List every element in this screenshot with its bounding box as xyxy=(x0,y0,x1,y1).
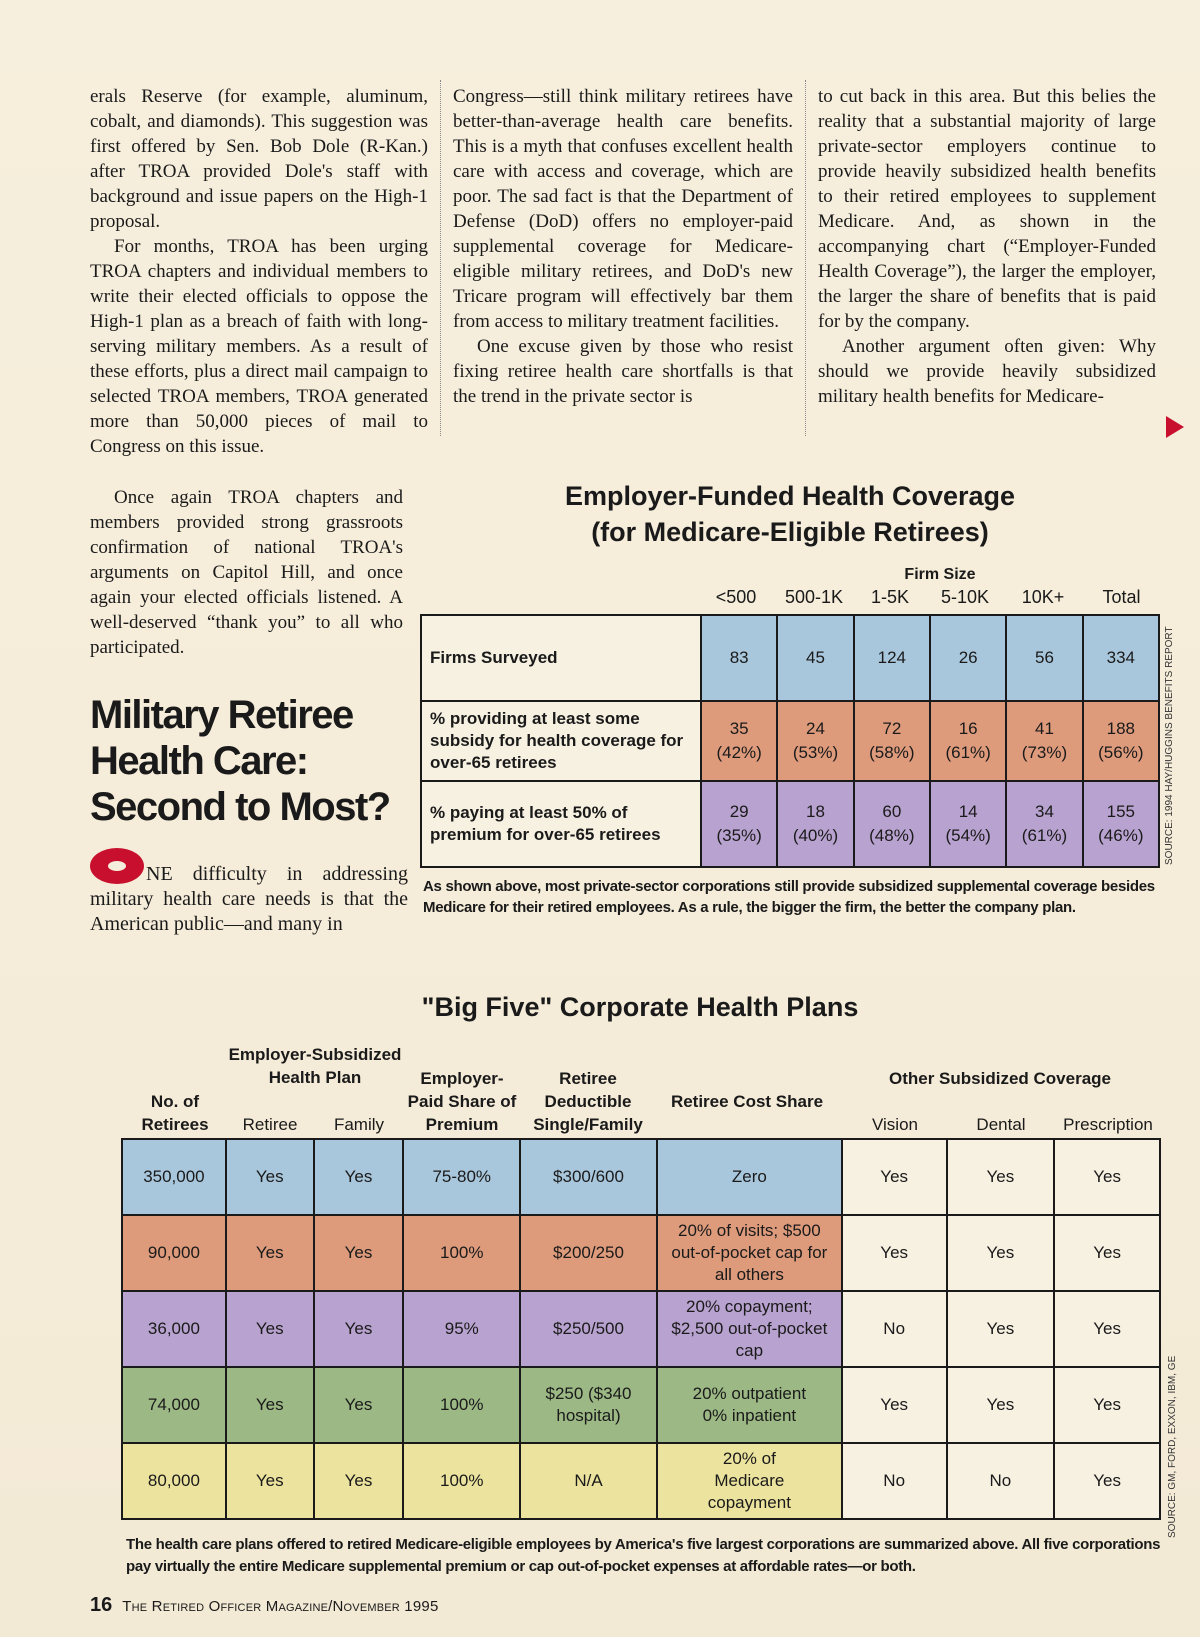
paragraph: erals Reserve (for example, aluminum, cobalt, and diamonds). This suggestion was first offered by Sen. Bob Dole (R-Kan.) after TROA provided Dole's staff with background and issue papers on the High-1 proposal. xyxy=(90,86,428,232)
table-cell: Yes xyxy=(1054,1443,1160,1519)
header-text: Employer-Subsidized Health Plan xyxy=(228,1045,402,1087)
paragraph: Another argument often given: Why should we provide heavily subsidized military health benefits for Medicare- xyxy=(818,336,1156,407)
chart1-title-line: (for Medicare-Eligible Retirees) xyxy=(591,517,989,547)
cell-percent: (58%) xyxy=(869,743,915,762)
header-text: No. of Retirees xyxy=(141,1092,209,1134)
article-column-1-lower xyxy=(90,485,403,660)
column-subheader-prescription: Prescription xyxy=(1063,1115,1153,1134)
table-cell: 100% xyxy=(403,1215,520,1291)
table-row xyxy=(122,1291,1160,1367)
table-cell xyxy=(701,781,777,867)
cell-value: 72 xyxy=(882,719,902,738)
table-cell: Yes xyxy=(314,1367,404,1443)
article-column-1 xyxy=(90,84,428,459)
chart2-caption: The health care plans offered to retired Medicare-eligible employees by America's five largest corporations are summarized above. All five corporations pay virtually the entire Medicare supplemental premium or cap out-of-pocket expenses at affordable rates—or both. xyxy=(126,1536,1161,1575)
table-row xyxy=(122,1139,1160,1215)
chart1-group-header: Firm Size xyxy=(904,566,976,583)
row-label: Firms Surveyed xyxy=(421,615,701,701)
table-cell: Yes xyxy=(1054,1139,1160,1215)
table-cell: Yes xyxy=(1054,1367,1160,1443)
chart1-column-header: 10K+ xyxy=(1021,587,1065,607)
table-cell: 350,000 xyxy=(122,1139,226,1215)
table-cell xyxy=(854,701,930,781)
chart1-table xyxy=(420,614,1160,868)
table-row xyxy=(122,1367,1160,1443)
column-header-cost-share xyxy=(662,1090,832,1113)
table-cell: 20% copayment; $2,500 out-of-pocket cap xyxy=(657,1291,842,1367)
table-row xyxy=(122,1443,1160,1519)
table-cell: 90,000 xyxy=(122,1215,226,1291)
article-column-2 xyxy=(453,84,793,409)
table-cell: 100% xyxy=(403,1443,520,1519)
cell-value: 18 xyxy=(806,802,825,821)
continue-arrow-icon xyxy=(1166,416,1184,438)
cell-value: 35 xyxy=(729,719,749,738)
row-label: % providing at least some subsidy for health coverage for over-65 retirees xyxy=(421,701,701,781)
table-cell: N/A xyxy=(520,1443,657,1519)
column-subheader-vision: Vision xyxy=(872,1115,918,1134)
cell-value: 29 xyxy=(729,802,749,821)
table-cell: No xyxy=(842,1443,947,1519)
table-cell: Yes xyxy=(314,1443,404,1519)
chart1-column-header: Total xyxy=(1102,587,1141,607)
chart1-column-header: <500 xyxy=(715,587,757,607)
chart1-column-header: 5-10K xyxy=(940,587,990,607)
cell-percent: (61%) xyxy=(1021,826,1068,845)
table-cell: 80,000 xyxy=(122,1443,226,1519)
magazine-name: The Retired Officer Magazine/November 1995 xyxy=(122,1598,439,1615)
table-row xyxy=(421,701,1159,781)
column-divider xyxy=(440,80,441,436)
row-label: % paying at least 50% of premium for over-65 retirees xyxy=(421,781,701,867)
cell-value: 56 xyxy=(1035,648,1054,667)
cell-value: 24 xyxy=(806,719,825,738)
table-cell: $200/250 xyxy=(520,1215,657,1291)
table-cell: Yes xyxy=(947,1291,1055,1367)
chart1-title-line: Employer-Funded Health Coverage xyxy=(564,481,1016,511)
table-cell xyxy=(1006,701,1082,781)
table-cell xyxy=(1006,615,1082,701)
page-number: 16 xyxy=(90,1594,113,1616)
page-footer xyxy=(90,1594,438,1617)
cell-value: 16 xyxy=(958,719,978,738)
cell-percent: (54%) xyxy=(945,826,991,845)
cell-value: 14 xyxy=(958,802,978,821)
headline-line: Second to Most? xyxy=(90,785,390,829)
table-cell: 36,000 xyxy=(122,1291,226,1367)
cell-percent: (42%) xyxy=(716,743,762,762)
paragraph: For months, TROA has been urging TROA chapters and individual members to write their elected officials to oppose the High-1 plan as a breach of faith with long-serving military members. As a result of these efforts, plus a direct mail campaign to selected TROA members, TROA generated more than 50,000 pieces of mail to Congress on this issue. xyxy=(90,236,428,457)
table-cell xyxy=(930,781,1006,867)
table-cell: Yes xyxy=(1054,1215,1160,1291)
cell-value: 124 xyxy=(877,648,906,667)
paragraph: Congress—still think military retirees have better-than-average health care benefits. This is a myth that confuses excellent health care with access and coverage, which are poor. The sad fact is that the Department of Defense (DoD) offers no employer-paid supplemental coverage for Medicare-eligible military retirees, and DoD's new Tricare program will effectively bar them from access to military treatment facilities. xyxy=(453,86,793,332)
chart1-caption: As shown above, most private-sector corporations still provide subsidized supplemental coverage besides Medicare for their retired employees. As a rule, the bigger the firm, the better the company plan. xyxy=(423,878,1155,916)
table-cell: Yes xyxy=(226,1291,314,1367)
table-cell: Yes xyxy=(314,1215,404,1291)
cell-value: 155 xyxy=(1106,802,1135,821)
cell-value: 26 xyxy=(958,648,978,667)
cell-value: 83 xyxy=(729,648,749,667)
table-cell xyxy=(1006,781,1082,867)
table-cell xyxy=(930,701,1006,781)
headline-line: Health Care: xyxy=(90,739,308,783)
table-cell xyxy=(777,781,853,867)
column-header-retirees xyxy=(124,1090,226,1136)
header-text: Employer-Paid Share of Premium xyxy=(407,1069,517,1134)
chart2-source-credit xyxy=(1165,1355,1185,1538)
table-row xyxy=(421,615,1159,701)
table-cell: 75-80% xyxy=(403,1139,520,1215)
header-text: Retiree Cost Share xyxy=(670,1092,824,1111)
cell-value: 188 xyxy=(1106,719,1135,738)
chart1-title xyxy=(440,478,1140,550)
table-cell: Yes xyxy=(226,1215,314,1291)
table-cell: Yes xyxy=(226,1443,314,1519)
table-cell: Yes xyxy=(314,1139,404,1215)
source-text: SOURCE: GM, FORD, EXXON, IBM, GE xyxy=(1167,1355,1178,1538)
column-header-other-coverage xyxy=(880,1067,1120,1090)
table-cell: No xyxy=(842,1291,947,1367)
chart1-source-credit xyxy=(1148,626,1178,865)
table-cell xyxy=(930,615,1006,701)
cell-percent: (40%) xyxy=(792,826,839,845)
table-cell: 74,000 xyxy=(122,1367,226,1443)
column-subheader-family: Family xyxy=(333,1115,385,1134)
table-cell: 95% xyxy=(403,1291,520,1367)
cell-percent: (73%) xyxy=(1021,743,1068,762)
table-cell: 20% outpatient 0% inpatient xyxy=(657,1367,842,1443)
cell-percent: (46%) xyxy=(1098,826,1144,845)
intro-text: NE difficulty in addressing military health care needs is that the American public—and many in xyxy=(90,863,408,935)
table-cell: Yes xyxy=(947,1367,1055,1443)
cell-value: 34 xyxy=(1035,802,1054,821)
cell-percent: (61%) xyxy=(945,743,991,762)
chart2-table xyxy=(121,1138,1161,1520)
table-cell: Yes xyxy=(947,1215,1055,1291)
table-cell: Yes xyxy=(1054,1291,1160,1367)
table-cell xyxy=(701,701,777,781)
table-cell: $250 ($340 hospital) xyxy=(520,1367,657,1443)
chart1-column-header: 500-1K xyxy=(784,587,844,607)
paragraph: to cut back in this area. But this belies the reality that a substantial majority of large private-sector employers continue to provide heavily subsidized health benefits to their retired employees to supplement Medicare. And, as shown in the accompanying chart (“Employer-Funded Health Coverage”), the larger the employer, the larger the share of benefits that is paid for by the company. xyxy=(818,86,1156,332)
column-subheader-retiree: Retiree xyxy=(242,1115,298,1134)
cell-value: 60 xyxy=(882,802,902,821)
cell-percent: (48%) xyxy=(869,826,915,845)
table-cell xyxy=(777,615,853,701)
table-cell: Yes xyxy=(842,1215,947,1291)
table-cell: 20% of Medicare copayment xyxy=(657,1443,842,1519)
table-cell: $250/500 xyxy=(520,1291,657,1367)
table-cell: Yes xyxy=(842,1367,947,1443)
table-cell: Yes xyxy=(226,1139,314,1215)
source-text: SOURCE: 1994 HAY/HUGGINS BENEFITS REPORT xyxy=(1164,626,1175,865)
column-subheader-dental: Dental xyxy=(976,1115,1026,1134)
cell-value: 41 xyxy=(1035,719,1054,738)
chart2-title: "Big Five" Corporate Health Plans xyxy=(421,992,859,1022)
table-row xyxy=(421,781,1159,867)
table-cell: Yes xyxy=(314,1291,404,1367)
article-column-3 xyxy=(818,84,1156,409)
table-row xyxy=(122,1215,1160,1291)
column-divider xyxy=(805,80,806,436)
table-cell: Yes xyxy=(842,1139,947,1215)
drop-cap-o-icon xyxy=(90,848,144,884)
table-cell xyxy=(854,781,930,867)
chart1-column-header: 1-5K xyxy=(870,587,910,607)
cell-value: 45 xyxy=(806,648,825,667)
paragraph: One excuse given by those who resist fixing retiree health care shortfalls is that the trend in the private sector is xyxy=(453,336,793,407)
cell-percent: (53%) xyxy=(792,743,839,762)
table-cell: 20% of visits; $500 out-of-pocket cap for all others xyxy=(657,1215,842,1291)
table-cell xyxy=(701,615,777,701)
cell-percent: (35%) xyxy=(716,826,762,845)
table-cell: Zero xyxy=(657,1139,842,1215)
cell-value: 334 xyxy=(1106,648,1135,667)
column-header-deductible xyxy=(520,1067,656,1136)
intro-paragraph xyxy=(90,848,408,937)
column-header-employer-subsidized xyxy=(226,1043,404,1089)
table-cell: Yes xyxy=(947,1139,1055,1215)
section-headline xyxy=(90,692,410,830)
table-cell xyxy=(777,701,853,781)
table-cell xyxy=(854,615,930,701)
table-cell: $300/600 xyxy=(520,1139,657,1215)
table-cell: 100% xyxy=(403,1367,520,1443)
table-cell: No xyxy=(947,1443,1055,1519)
cell-percent: (56%) xyxy=(1098,743,1144,762)
column-header-paid-share xyxy=(404,1067,520,1136)
paragraph: Once again TROA chapters and members provided strong grassroots confirmation of national TROA's arguments on Capitol Hill, and once again your elected officials listened. A well-deserved “thank you” to all who participated. xyxy=(90,487,403,658)
header-text: Other Subsidized Coverage xyxy=(889,1069,1111,1088)
headline-line: Military Retiree xyxy=(90,693,353,737)
header-text: Retiree Deductible Single/Family xyxy=(533,1069,643,1134)
table-cell: Yes xyxy=(226,1367,314,1443)
